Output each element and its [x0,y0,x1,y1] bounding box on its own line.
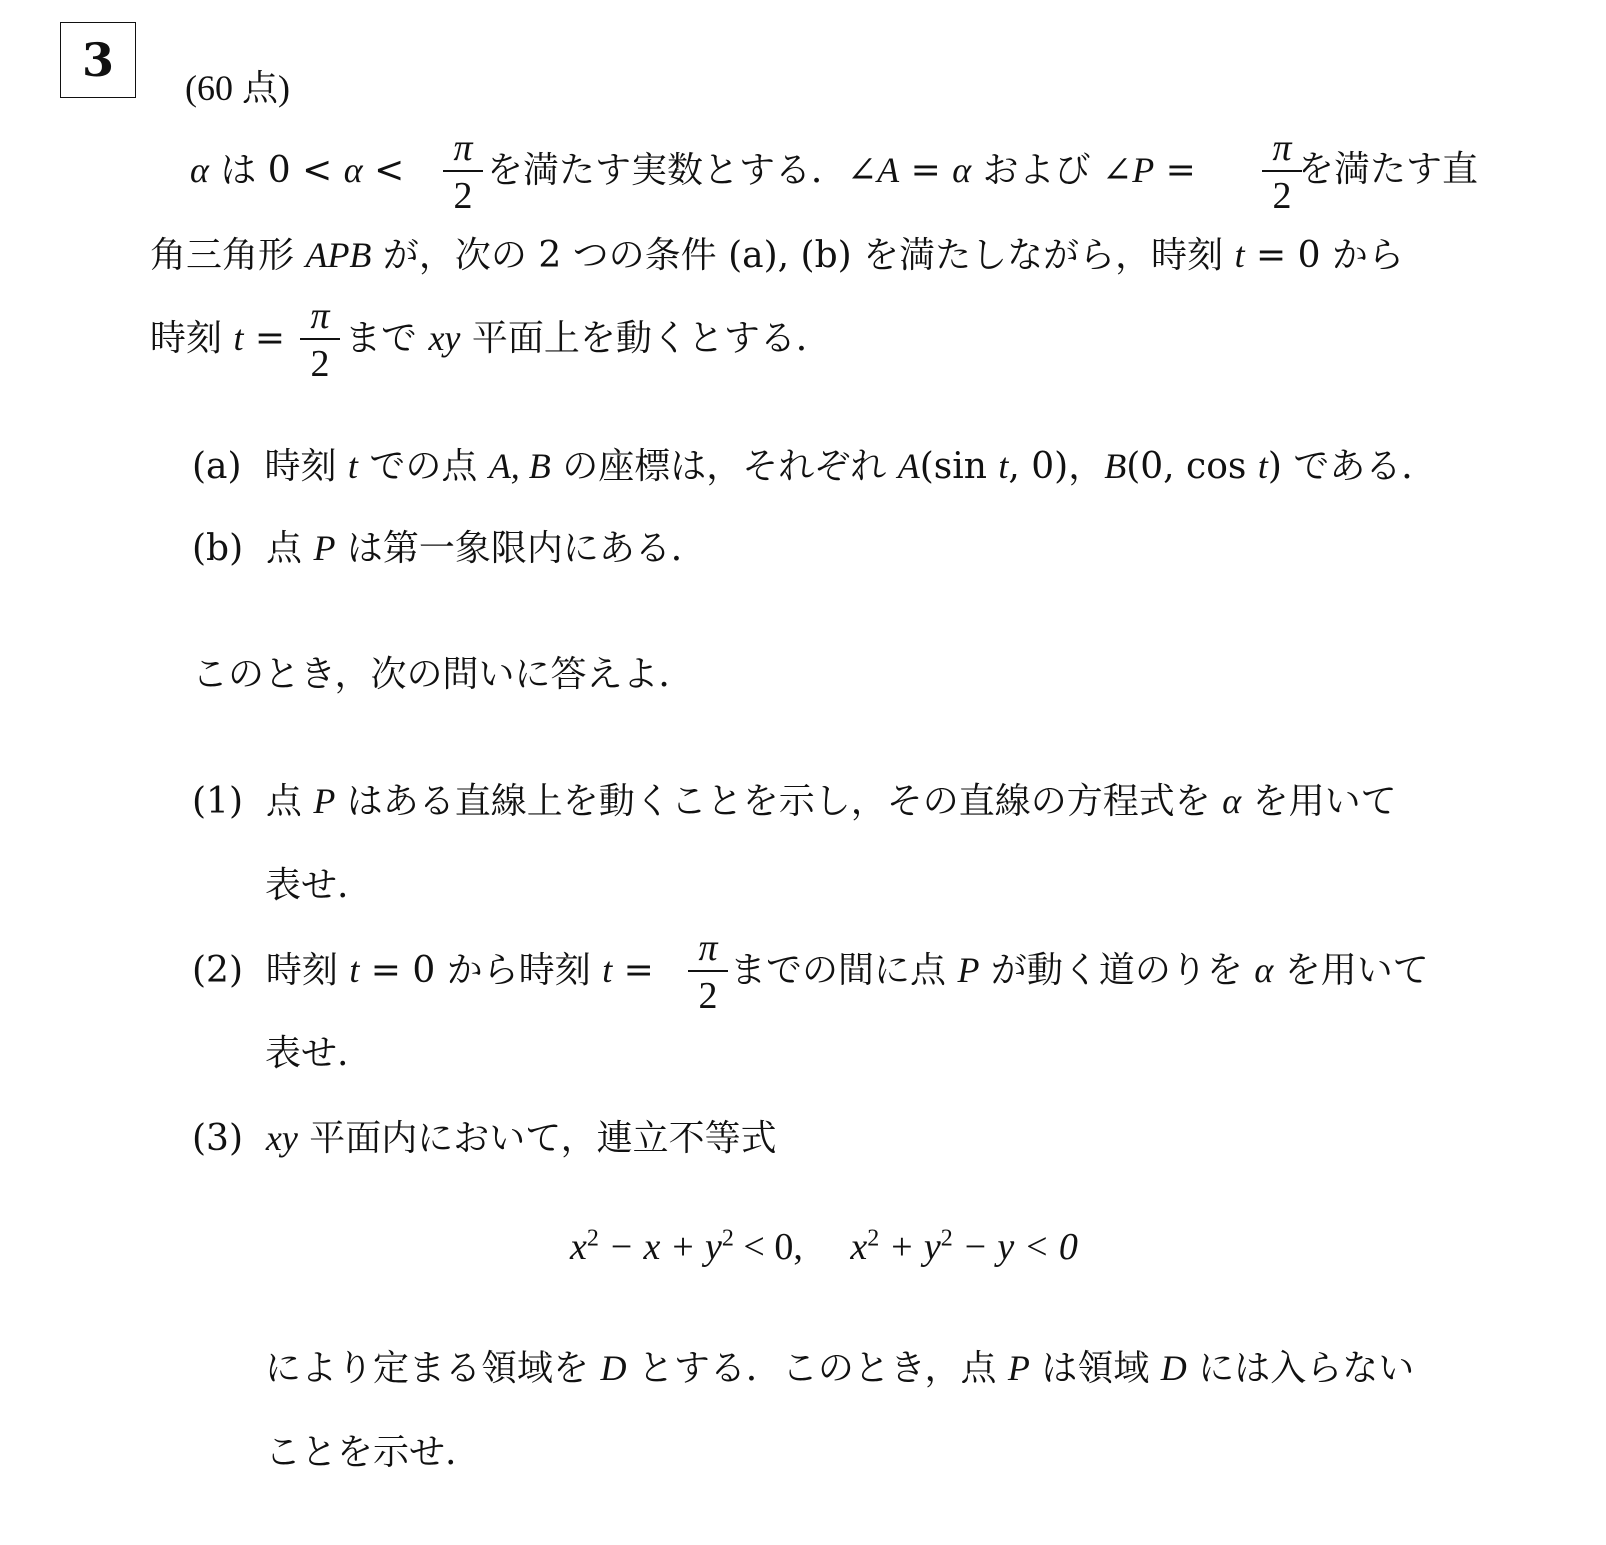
condition-a: (a) 時刻 t での点 A, B の座標は，それぞれ A(sin t, 0)，B(0, cos t) である． [192,446,1438,487]
question-2b: までの間に点 P が動く道のりを α を用いて [730,950,1429,991]
fraction-pi-over-2: π 2 [300,296,340,384]
question-3-after: により定まる領域を D とする．このとき，点 P は領域 D には入らない [265,1348,1415,1389]
fraction-pi-over-2: π 2 [688,928,728,1016]
question-3: (3) xy 平面内において，連立不等式 [192,1118,777,1159]
problem-number: 3 [81,33,114,87]
intro-line-1c: を満たす直 [1298,149,1479,190]
question-2-cont: 表せ. [265,1033,349,1074]
inequality-system: $x^2 - x + y^2 < 0$, $x^2 + y^2 - y < 0$ [570,1225,1078,1268]
intro-line-1b: を満たす実数とする．∠A = α および ∠P = [487,150,1196,191]
problem-number-box [60,22,136,98]
question-2a: (2) 時刻 t = 0 から時刻 t = [192,950,654,991]
question-1: (1) 点 P はある直線上を動くことを示し，その直線の方程式を α を用いて [192,781,1397,822]
intro-line-3b: まで xy 平面上を動くとする． [345,318,832,359]
intro-line-2: 角三角形 APB が，次の 2 つの条件 (a), (b) を満たしながら，時刻 t = 0 から [150,235,1404,276]
question-prompt: このとき，次の問いに答えよ． [192,654,695,695]
question-3-cont: ことを示せ. [265,1432,457,1473]
fraction-pi-over-2: π 2 [1262,128,1302,216]
intro-line-3a: 時刻 t = [150,318,286,359]
fraction-pi-over-2: π 2 [443,128,483,216]
intro-line-1a: α は 0 < α < [190,150,405,191]
condition-b: (b) 点 P は第一象限内にある． [192,528,707,569]
question-1-cont: 表せ. [265,865,349,906]
problem-points: (60 点) [185,68,290,108]
